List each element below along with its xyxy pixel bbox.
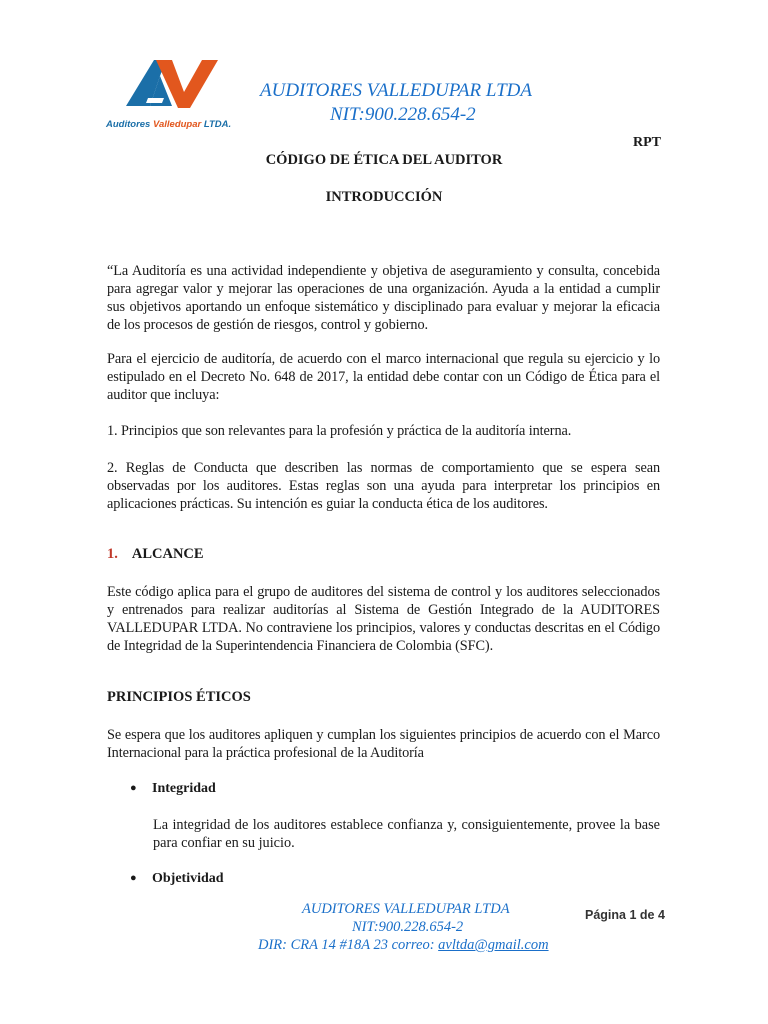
intro-paragraph-4: 2. Reglas de Conducta que describen las normas de comportamiento que se espera sean observadas por los auditores. Estas reglas son una ayuda para interpretar los principios en aplicaciones prácticas. Su intención es guiar la conducta ética de los auditores. [107, 460, 660, 512]
company-logo [106, 56, 246, 136]
alcance-paragraph: Este código aplica para el grupo de auditores del sistema de control y los auditores seleccionados y entrenados para realizar auditorías al Sistema de Gestión Integrado de la AUDITORES VALLEDUPAR LTDA. No contraviene los principios, valores y conductas descritas en el Código de Integridad de la Superintendencia Financiera de Colombia (SFC). [107, 584, 660, 654]
intro-paragraph-2: Para el ejercicio de auditoría, de acuerdo con el marco internacional que regula su ejercicio y lo estipulado en el Decreto No. 648 de 2017, la entidad debe contar con un Código de Ética para el auditor que incluya: [107, 351, 660, 403]
bullet-label: Objetividad [152, 871, 224, 886]
section-alcance-heading [107, 546, 204, 563]
section-title: ALCANCE [131, 546, 204, 562]
bullet-dot-icon: ● [130, 782, 137, 794]
footer-address [258, 936, 549, 954]
intro-paragraph-1: “La Auditoría es una actividad independiente y objetiva de aseguramiento y consulta, concebida para agregar valor y mejorar las operaciones de una organización. Ayuda a la entidad a cumplir sus objetivos aportando un enfoque sistemático y disciplinado para evaluar y mejorar la eficacia de los procesos de gestión de riesgos, control y gobierno. [107, 263, 660, 333]
principles-heading: PRINCIPIOS ÉTICOS [107, 689, 251, 705]
header-company-nit: NIT:900.228.654-2 [330, 104, 476, 125]
intro-title: INTRODUCCIÓN [325, 189, 443, 205]
bullet-objetividad [130, 871, 224, 887]
integridad-text: La integridad de los auditores establece confianza y, consiguientemente, provee la base para confiar en su juicio. [153, 817, 660, 851]
principles-paragraph: Se espera que los auditores apliquen y cumplan los siguientes principios de acuerdo con el Marco Internacional para la práctica profesional de la Auditoría [107, 727, 660, 761]
footer-nit: NIT:900.228.654-2 [352, 919, 464, 935]
logo-av-mark [106, 56, 246, 118]
logo-caption-part1: Auditores [106, 119, 153, 130]
logo-caption [106, 119, 246, 130]
rpt-label: RPT [633, 135, 661, 150]
logo-caption-part3: LTDA. [201, 119, 232, 130]
intro-paragraph-3: 1. Principios que son relevantes para la profesión y práctica de la auditoría interna. [107, 423, 572, 439]
document-title: CÓDIGO DE ÉTICA DEL AUDITOR [265, 152, 503, 168]
header-company-name: AUDITORES VALLEDUPAR LTDA [260, 80, 532, 101]
bullet-integridad [130, 781, 216, 797]
footer-address-text: DIR: CRA 14 #18A 23 correo: [258, 937, 439, 953]
logo-caption-part2: Valledupar [152, 119, 202, 130]
footer-email-link[interactable]: avltda@gmail.com [438, 937, 549, 953]
section-number: 1. [107, 546, 118, 562]
page-number: Página 1 de 4 [585, 908, 665, 922]
bullet-label: Integridad [152, 781, 216, 796]
footer-company-name: AUDITORES VALLEDUPAR LTDA [302, 901, 510, 917]
bullet-dot-icon: ● [130, 872, 137, 884]
